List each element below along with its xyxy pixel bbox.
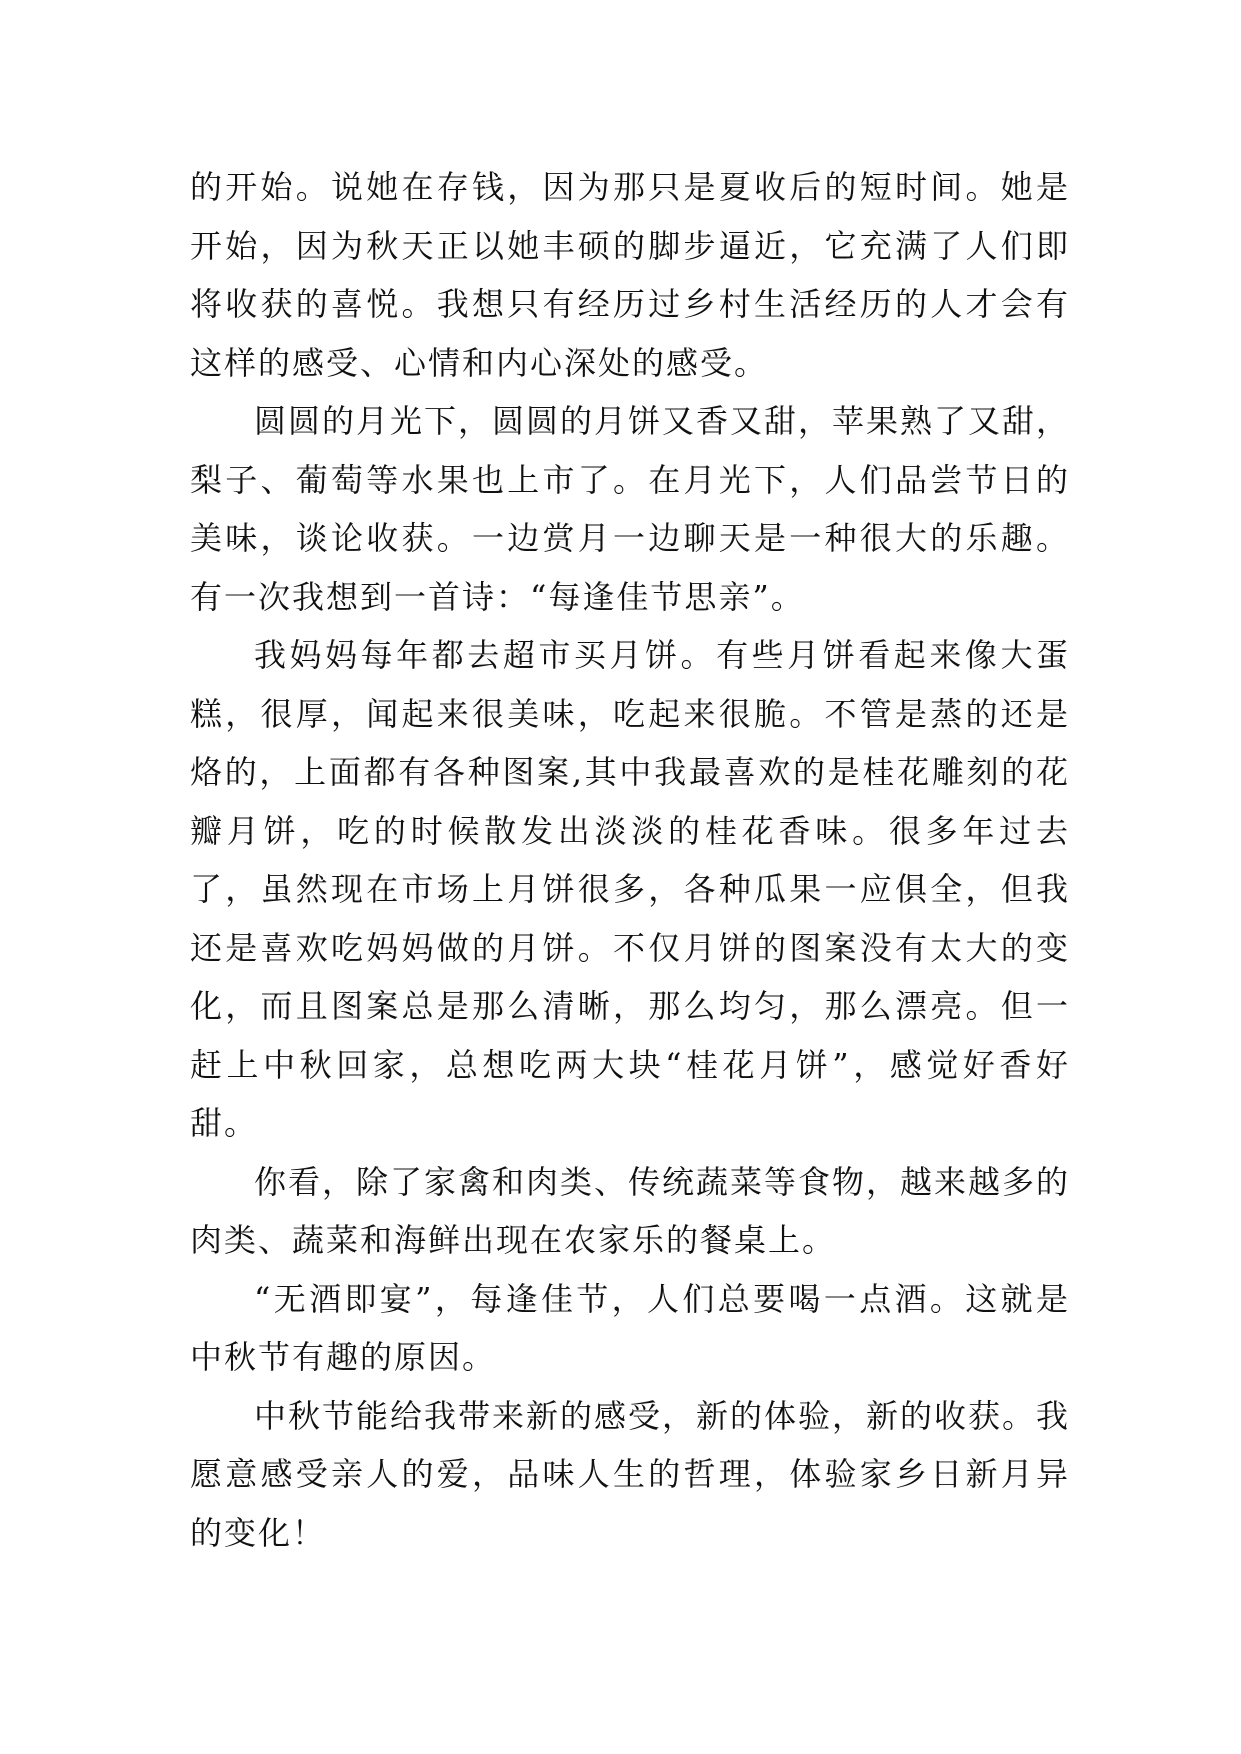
paragraph-wine: “无酒即宴”，每逢佳节，人们总要喝一点酒。这就是中秋节有趣的原因。 <box>190 1279 1070 1376</box>
document-body <box>190 158 1070 1562</box>
paragraph-moonlight: 圆圆的月光下，圆圆的月饼又香又甜，苹果熟了又甜，梨子、葡萄等水果也上市了。在月光下，人们品尝节日的美味，谈论收获。一边赏月一边聊天是一种很大的乐趣。有一次我想到一首诗：“每逢佳节思亲”。 <box>190 402 1071 616</box>
paragraph-food: 你看，除了家禽和肉类、传统蔬菜等食物，越来越多的肉类、蔬菜和海鲜出现在农家乐的餐桌上。 <box>190 1162 1071 1259</box>
paragraph-conclusion: 中秋节能给我带来新的感受，新的体验，新的收获。我愿意感受亲人的爱，品味人生的哲理，体验家乡日新月异的变化！ <box>190 1396 1071 1552</box>
paragraph-mooncakes: 我妈妈每年都去超市买月饼。有些月饼看起来像大蛋糕，很厚，闻起来很美味，吃起来很脆。不管是蒸的还是烙的，上面都有各种图案,其中我最喜欢的是桂花雕刻的花瓣月饼，吃的时候散发出淡淡的桂花香味。很多年过去了，虽然现在市场上月饼很多，各种瓜果一应俱全，但我还是喜欢吃妈妈做的月饼。不仅月饼的图案没有太大的变化，而且图案总是那么清晰，那么均匀，那么漂亮。但一赶上中秋回家，总想吃两大块“桂花月饼”，感觉好香好甜。 <box>190 636 1070 1142</box>
paragraph-continuation: 的开始。说她在存钱，因为那只是夏收后的短时间。她是开始，因为秋天正以她丰硕的脚步逼近，它充满了人们即将收获的喜悦。我想只有经历过乡村生活经历的人才会有这样的感受、心情和内心深处的感受。 <box>190 168 1070 382</box>
